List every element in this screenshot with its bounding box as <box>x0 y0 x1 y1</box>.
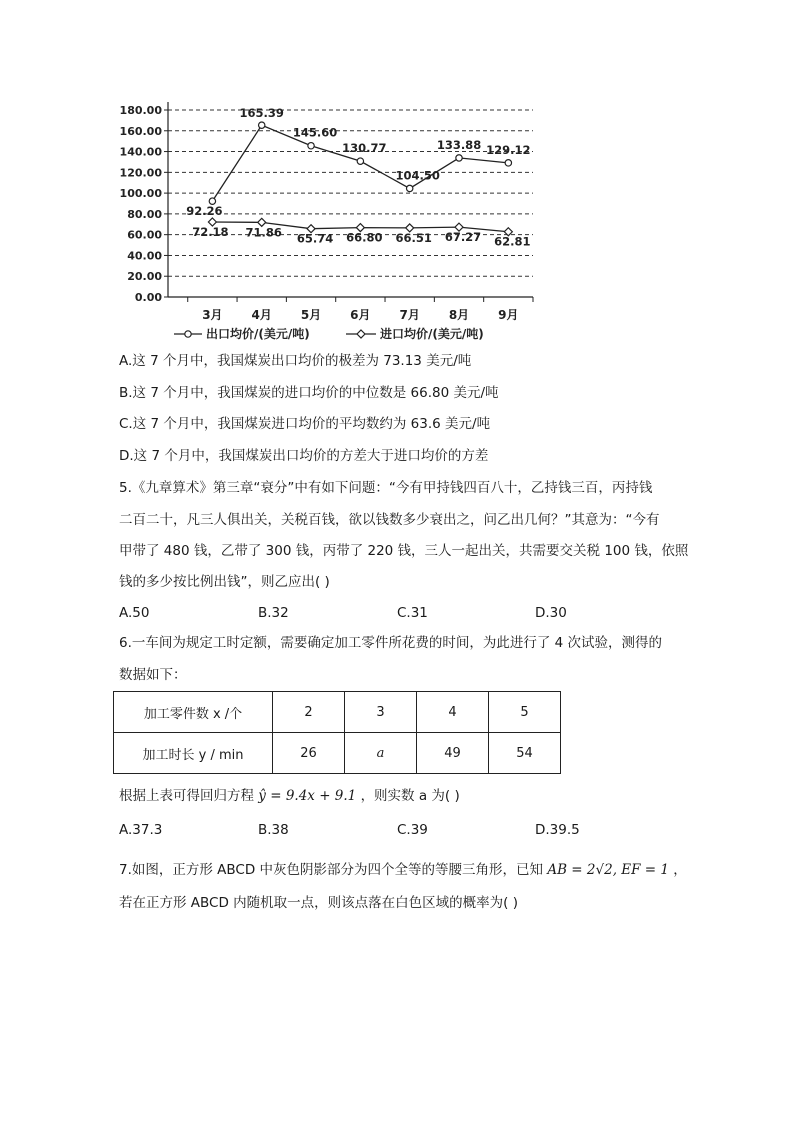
table-cell: 3 <box>345 692 417 733</box>
q5-line-1: 5.《九章算术》第三章“衰分”中有如下问题：“今有甲持钱四百八十，乙持钱三百，丙持钱 <box>119 480 653 496</box>
q4-option-c: C.这 7 个月中，我国煤炭进口均价的平均数约为 63.6 美元/吨 <box>119 416 491 432</box>
table-cell: 2 <box>273 692 345 733</box>
q6-line-1: 6.一车间为规定工时定额，需要确定加工零件所花费的时间，为此进行了 4 次试验，测得的 <box>119 635 663 651</box>
q5-option-b: B.32 <box>258 605 289 621</box>
q5-option-c: C.31 <box>397 605 428 621</box>
export-data-label: 145.60 <box>292 125 338 140</box>
y-tick-label: 120.00 <box>119 166 162 180</box>
q4-option-b: B.这 7 个月中，我国煤炭的进口均价的中位数是 66.80 美元/吨 <box>119 385 499 401</box>
x-tick-label: 5月 <box>300 308 322 322</box>
q6-after-prefix: 根据上表可得回归方程 <box>119 788 254 804</box>
import-data-label: 65.74 <box>296 231 334 246</box>
export-data-point <box>505 160 511 166</box>
chart-svg <box>108 92 548 354</box>
q5-line-4: 钱的多少按比例出钱”，则乙应出( ) <box>119 574 330 590</box>
export-data-point <box>259 122 265 128</box>
table-cell: 5 <box>489 692 561 733</box>
y-tick-label: 20.00 <box>127 270 162 284</box>
export-data-label: 130.77 <box>342 141 387 156</box>
q7-line-2: 若在正方形 ABCD 内随机取一点，则该点落在白色区域的概率为( ) <box>119 895 518 911</box>
export-data-point <box>357 158 363 164</box>
table-cell: 49 <box>417 733 489 774</box>
q6-option-d: D.39.5 <box>535 822 580 838</box>
q5-line-3: 甲带了 480 钱，乙带了 300 钱，丙带了 220 钱，三人一起出关，共需要交关税 100 钱，依照 <box>119 543 689 559</box>
legend-export-label: 出口均价/(美元/吨) <box>206 327 310 341</box>
y-tick-label: 140.00 <box>119 145 162 159</box>
table-row <box>114 692 561 733</box>
q5-option-d: D.30 <box>535 605 567 621</box>
y-tick-label: 40.00 <box>127 249 162 263</box>
import-data-label: 66.51 <box>395 230 432 245</box>
export-data-label: 129.12 <box>486 142 531 157</box>
experiment-table <box>113 691 561 774</box>
q6-option-b: B.38 <box>258 822 289 838</box>
legend-export-marker <box>185 331 191 337</box>
y-tick-label: 80.00 <box>127 207 162 221</box>
x-tick-label: 9月 <box>498 308 519 322</box>
row-head-time: 加工时长 y / min <box>114 733 273 774</box>
export-data-label: 133.88 <box>436 137 482 152</box>
export-data-label: 104.50 <box>395 168 440 183</box>
q6-option-c: C.39 <box>397 822 428 838</box>
import-data-label: 71.86 <box>245 225 282 240</box>
import-data-label: 62.81 <box>494 234 531 249</box>
x-tick-label: 3月 <box>202 308 223 322</box>
y-tick-label: 180.00 <box>119 104 162 117</box>
q6-after-suffix: ，则实数 a 为( ) <box>360 788 460 804</box>
row-head-parts: 加工零件数 x /个 <box>114 692 273 733</box>
table-cell-variable-a: a <box>345 733 417 774</box>
q6-after-table <box>119 786 460 806</box>
export-data-point <box>456 155 462 161</box>
x-tick-label: 8月 <box>448 308 470 322</box>
q4-option-d: D.这 7 个月中，我国煤炭出口均价的方差大于进口均价的方差 <box>119 448 489 464</box>
q7-line1-math: AB = 2√2, EF = 1 <box>547 862 669 878</box>
y-tick-label: 160.00 <box>119 124 162 138</box>
y-tick-label: 100.00 <box>119 187 162 201</box>
q7-line1-prefix: 7.如图，正方形 ABCD 中灰色阴影部分为四个全等的等腰三角形，已知 <box>119 862 544 878</box>
export-data-label: 92.26 <box>186 204 223 219</box>
export-data-label: 165.39 <box>239 106 284 121</box>
export-data-point <box>308 143 314 149</box>
y-tick-label: 0.00 <box>134 291 162 304</box>
q5-line-2: 二百二十，凡三人俱出关，关税百钱，欲以钱数多少衰出之，问乙出几何？”其意为：“今有 <box>119 512 660 528</box>
x-tick-label: 6月 <box>350 308 371 322</box>
import-data-label: 66.80 <box>346 230 383 245</box>
q6-line-2: 数据如下： <box>119 667 187 683</box>
y-tick-label: 60.00 <box>127 228 162 242</box>
table-cell: 54 <box>489 733 561 774</box>
q7-line1-suffix: ， <box>673 862 687 878</box>
q6-option-a: A.37.3 <box>119 822 163 838</box>
x-tick-label: 7月 <box>399 308 420 322</box>
table-cell: 4 <box>417 692 489 733</box>
import-data-label: 67.27 <box>444 230 482 245</box>
legend-import-label: 进口均价/(美元/吨) <box>380 327 484 341</box>
legend-import-marker <box>357 330 365 338</box>
q7-line-1 <box>119 860 687 880</box>
q5-option-a: A.50 <box>119 605 150 621</box>
table-row <box>114 733 561 774</box>
regression-equation: ŷ = 9.4x + 9.1 <box>258 788 357 804</box>
price-line-chart <box>108 92 548 354</box>
import-data-label: 72.18 <box>192 225 229 240</box>
q4-option-a: A.这 7 个月中，我国煤炭出口均价的极差为 73.13 美元/吨 <box>119 353 472 369</box>
table-cell: 26 <box>273 733 345 774</box>
x-tick-label: 4月 <box>251 308 272 322</box>
export-data-point <box>406 185 412 191</box>
